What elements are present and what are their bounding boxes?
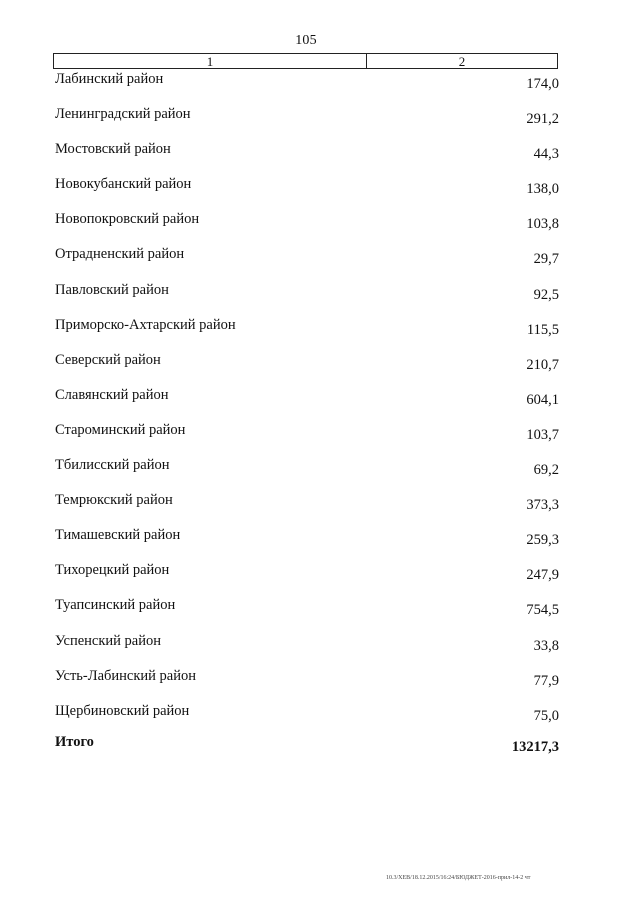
district-name: Новокубанский район: [55, 176, 192, 193]
district-value: 44,3: [533, 146, 559, 163]
column-number-2: 2: [458, 54, 466, 69]
table-row: [55, 385, 559, 420]
table-row: [55, 139, 559, 174]
table-row: [55, 209, 559, 244]
district-name: Усть-Лабинский район: [55, 667, 196, 684]
district-name: Славянский район: [55, 386, 169, 403]
table-row: [55, 666, 559, 701]
district-name: Тбилисский район: [55, 457, 170, 474]
district-name: Лабинский район: [55, 71, 164, 87]
district-value: 210,7: [526, 356, 559, 373]
district-name: Ленинградский район: [55, 106, 191, 123]
district-value: 103,7: [526, 426, 559, 443]
district-value: 115,5: [526, 321, 559, 338]
district-value: 138,0: [526, 181, 559, 198]
table-row: [55, 244, 559, 279]
district-value: 69,2: [533, 462, 559, 479]
district-name: Северский район: [55, 351, 161, 368]
district-name: Староминский район: [55, 421, 186, 438]
district-name: Мостовский район: [55, 141, 171, 158]
district-name: Успенский район: [55, 632, 161, 649]
district-name: Темрюкский район: [55, 492, 173, 509]
district-value: 754,5: [526, 602, 559, 619]
district-value: 247,9: [526, 567, 559, 584]
district-name: Отрадненский район: [55, 246, 185, 263]
table-row: [55, 350, 559, 385]
table-row: [55, 631, 559, 666]
table-row: [55, 595, 559, 630]
district-value: 373,3: [526, 497, 559, 514]
column-number-1: 1: [54, 54, 367, 68]
district-name: Щербиновский район: [55, 702, 190, 719]
district-value: 77,9: [533, 672, 559, 689]
page-number: 105: [295, 33, 317, 48]
district-value: 29,7: [533, 251, 559, 268]
table-row: [55, 560, 559, 595]
table-row: [55, 315, 559, 350]
district-table: [55, 69, 559, 771]
district-value: 33,8: [533, 637, 559, 654]
district-name: Новопокровский район: [55, 211, 200, 228]
district-value: 75,0: [533, 707, 559, 724]
table-column-header: [53, 53, 558, 69]
total-value: 13217,3: [511, 738, 559, 755]
district-name: Тимашевский район: [55, 527, 181, 544]
district-value: 604,1: [526, 391, 559, 408]
table-row: [55, 455, 559, 490]
district-value: 291,2: [526, 111, 559, 128]
table-row: [55, 525, 559, 560]
district-value: 259,3: [526, 532, 559, 549]
table-row: [55, 280, 559, 315]
district-name: Туапсинский район: [55, 597, 176, 614]
table-row: [55, 701, 559, 736]
total-label: Итого: [55, 733, 94, 750]
district-value: 174,0: [526, 76, 559, 92]
district-name: Павловский район: [55, 281, 169, 298]
document-footer-code: 10.3/ХЕВ/18.12.2015/16:24/БЮДЖЕТ-2016-прил-14-2 чт: [386, 875, 531, 881]
table-row: [55, 420, 559, 455]
total-row: [55, 733, 559, 771]
district-name: Тихорецкий район: [55, 562, 170, 579]
table-row: [55, 69, 559, 104]
table-row: [55, 104, 559, 139]
district-value: 92,5: [533, 286, 559, 303]
table-row: [55, 490, 559, 525]
district-value: 103,8: [526, 216, 559, 233]
table-row: [55, 174, 559, 209]
district-name: Приморско-Ахтарский район: [55, 316, 236, 333]
